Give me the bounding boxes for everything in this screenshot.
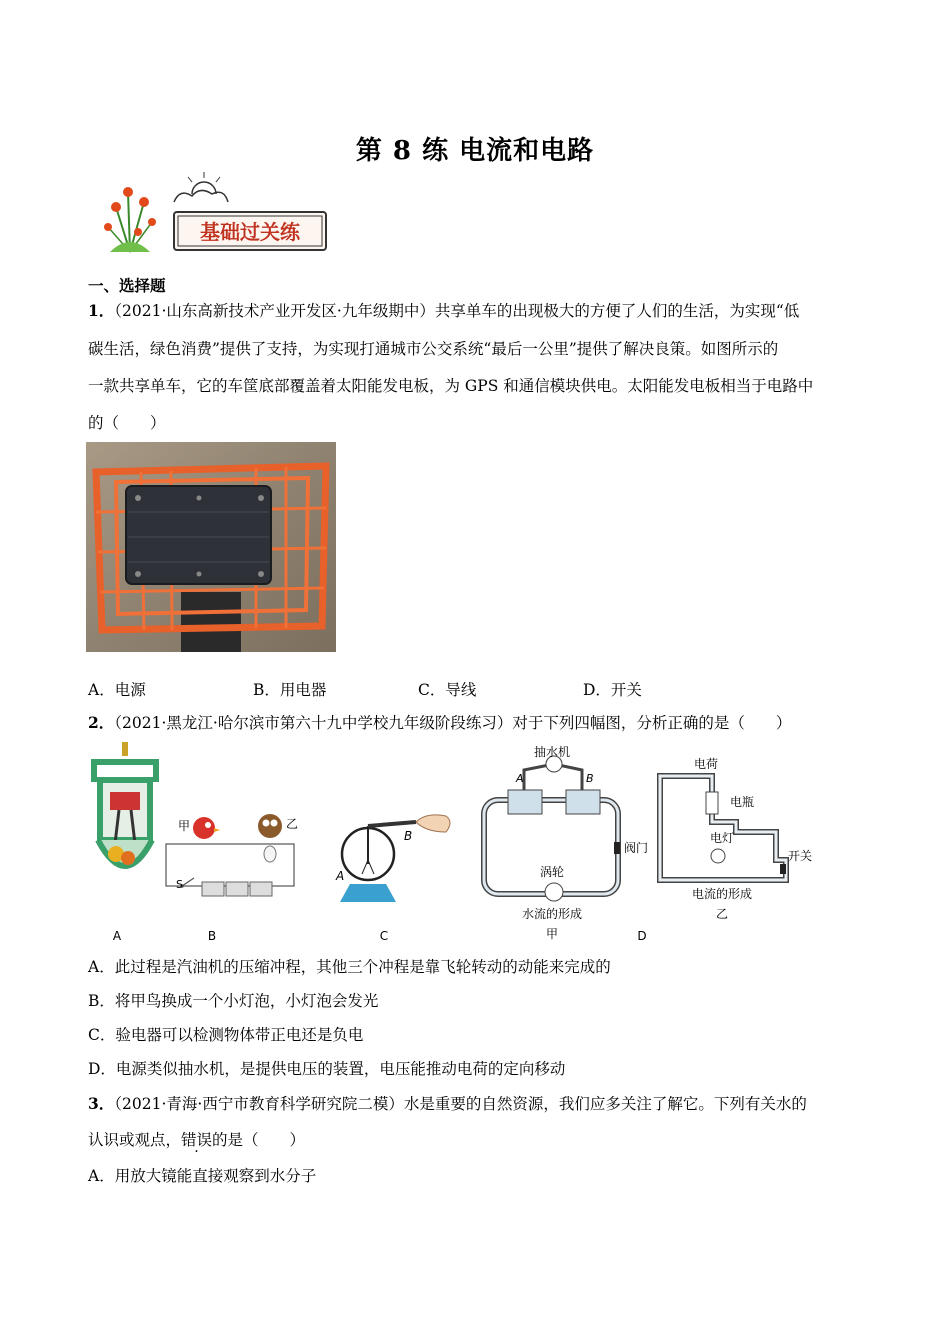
electroscope-diagram — [335, 815, 450, 943]
q2-option-d: D．电源类似抽水机，是提供电压的装置，电压能推动电荷的定向移动 — [88, 1060, 566, 1078]
circuit-flow-diagram — [660, 756, 812, 921]
svg-text:甲: 甲 — [178, 819, 191, 833]
svg-text:电流的形成: 电流的形成 — [691, 887, 753, 901]
q2-figures — [86, 742, 866, 947]
svg-text:阀门: 阀门 — [624, 841, 649, 855]
section-heading: 一、选择题 — [88, 276, 166, 295]
q3-option-a: A．用放大镜能直接观察到水分子 — [88, 1167, 317, 1185]
question-1-line-1: 1．（2021·山东高新技术产业开发区·九年级期中）共享单车的出现极大的方便了人们的生活，为实现“低 — [88, 301, 800, 320]
question-1-line-2: 碳生活，绿色消费”提供了支持，为实现打通城市公交系统“最后一公里”提供了解决良策。如图所示的 — [88, 340, 779, 358]
question-3-line-2: 认识或观点，错误的是（ ） — [88, 1131, 306, 1149]
svg-text:A: A — [112, 929, 122, 943]
svg-text:B: B — [586, 772, 594, 785]
svg-text:抽水机: 抽水机 — [533, 745, 571, 759]
svg-text:A: A — [336, 869, 345, 883]
q1-option-a: A．电源 — [88, 681, 146, 699]
svg-text:电荷: 电荷 — [693, 757, 719, 771]
svg-text:D: D — [637, 929, 647, 943]
svg-text:甲: 甲 — [545, 927, 559, 941]
svg-text:C: C — [379, 929, 389, 943]
section-banner — [100, 172, 330, 256]
q2-option-a: A．此过程是汽油机的压缩冲程，其他三个冲程是靠飞轮转动的动能来完成的 — [88, 958, 611, 976]
banner-label: 基础过关练 — [200, 220, 300, 244]
svg-text:A: A — [516, 772, 524, 785]
svg-text:B: B — [404, 829, 413, 843]
flower-icon — [104, 187, 156, 252]
emphasis-word: 错误 — [181, 1131, 213, 1149]
birds-circuit-diagram — [166, 814, 298, 943]
q2-option-b: B．将甲鸟换成一个小灯泡，小灯泡会发光 — [88, 992, 379, 1010]
q1-option-c: C．导线 — [418, 681, 477, 699]
svg-text:电瓶: 电瓶 — [730, 795, 755, 809]
question-1-line-4: 的（ ） — [88, 414, 166, 432]
svg-text:乙: 乙 — [286, 817, 299, 831]
q1-option-d: D．开关 — [583, 681, 642, 699]
svg-text:S: S — [176, 878, 183, 891]
sun-cloud-icon — [174, 172, 228, 202]
svg-text:乙: 乙 — [715, 907, 729, 921]
svg-text:电灯: 电灯 — [709, 831, 735, 845]
water-flow-diagram — [484, 744, 648, 941]
q2-option-c: C．验电器可以检测物体带正电还是负电 — [88, 1026, 364, 1044]
question-1-line-3: 一款共享单车，它的车筐底部覆盖着太阳能发电板，为 GPS 和通信模块供电。太阳能发电板相当于电路中 — [88, 377, 814, 395]
svg-text:涡轮: 涡轮 — [539, 865, 565, 879]
question-2-stem: 2．（2021·黑龙江·哈尔滨市第六十九中学校九年级阶段练习）对于下列四幅图，分析正确的是（ ） — [88, 713, 792, 732]
engine-diagram — [94, 742, 156, 943]
svg-text:B: B — [207, 929, 217, 943]
question-3-line-1: 3．（2021·青海·西宁市教育科学研究院二模）水是重要的自然资源，我们应多关注了解它。下列有关水的 — [88, 1094, 807, 1113]
q1-option-b: B．用电器 — [253, 681, 327, 699]
svg-text:水流的形成: 水流的形成 — [521, 907, 583, 921]
bike-basket-photo — [86, 442, 336, 652]
svg-text:开关: 开关 — [788, 849, 813, 863]
page-title: 第 8 练 电流和电路 — [355, 136, 595, 166]
